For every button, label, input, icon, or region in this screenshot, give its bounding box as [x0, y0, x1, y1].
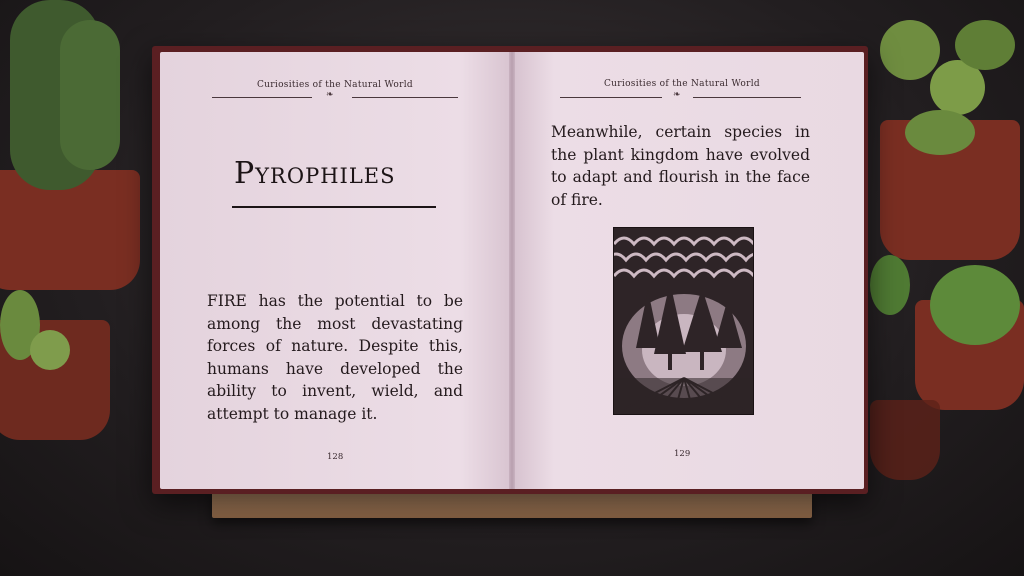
burning-forest-illustration [613, 227, 754, 415]
left-page-paragraph: FIRE has the potential to be among the most devastating forces of nature. Despite this, humans have developed the ability to invent, wield, and attempt to manage it. [207, 292, 463, 423]
running-title-right: Curiosities of the Natural World [604, 79, 760, 89]
running-title-left: Curiosities of the Natural World [257, 80, 413, 90]
book-spine [509, 52, 515, 489]
title-underline [232, 206, 436, 208]
page-number-right: 129 [674, 449, 691, 459]
page-number-left: 128 [327, 452, 344, 462]
ornament-icon: ❧ [673, 90, 681, 100]
ornament-icon: ❧ [326, 90, 334, 100]
chapter-title: Pyrophiles [234, 156, 396, 191]
right-page-paragraph: Meanwhile, certain species in the plant kingdom have evolved to adapt and flourish in the face of fire. [551, 123, 810, 209]
